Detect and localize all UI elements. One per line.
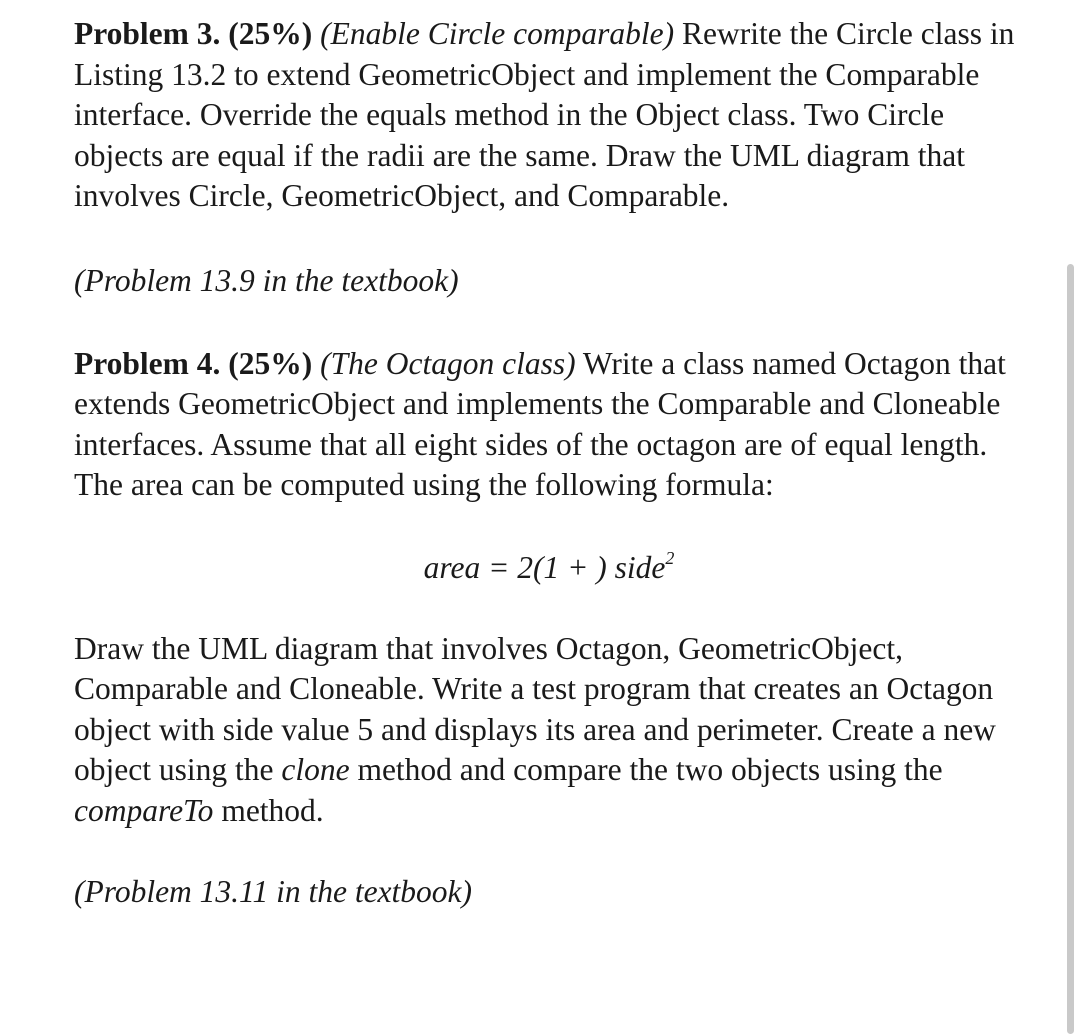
problem-4-instructions-end: method.	[221, 792, 324, 828]
problem-4-instructions	[74, 629, 1034, 832]
problem-4-instructions-middle: method and compare the two objects using the	[357, 752, 943, 788]
problem-4-topic: (The Octagon class)	[320, 345, 576, 381]
problem-4-instructions-text: Draw the UML diagram that involves Octagon, GeometricObject, Comparable and Cloneable. Write a test program that creates an Octagon object with side value 5 and displays its area and perimeter. Create a new object using the	[74, 630, 996, 788]
problem-4-reference-text: (Problem 13.11 in the textbook)	[74, 873, 473, 909]
problem-4-paragraph	[74, 344, 1034, 506]
problem-3-heading: Problem 3. (25%)	[74, 16, 313, 51]
clone-method-name: clone	[281, 752, 350, 788]
compareto-method-name: compareTo	[74, 792, 214, 828]
problem-4-reference	[74, 872, 1034, 913]
vertical-scrollbar[interactable]	[1067, 264, 1074, 1034]
formula-rhs: 2(1 + ) side	[517, 549, 666, 585]
area-formula	[74, 548, 934, 589]
problem-3-reference	[74, 261, 1034, 302]
problem-3-topic: (Enable Circle comparable)	[320, 16, 675, 51]
problem-3-paragraph	[74, 14, 1034, 217]
problem-3-reference-text: (Problem 13.9 in the textbook)	[74, 262, 459, 298]
document-page	[74, 14, 1034, 912]
problem-4-text: Write a class named Octagon that extends GeometricObject and implements the Comparable and Cloneable interfaces. Assume that all eight sides of the octagon are of equal length. The area can be computed using the following formula:	[74, 345, 1006, 503]
problem-3-text: Rewrite the Circle class in Listing 13.2 to extend GeometricObject and implement the Comparable interface. Override the equals method in the Object class. Two Circle objects are equal if the radii are the same. Draw the UML diagram that involves Circle, GeometricObject, and Comparable.	[74, 16, 1015, 214]
formula-exponent: 2	[665, 547, 675, 568]
formula-equals: =	[488, 549, 510, 585]
problem-4-heading: Problem 4. (25%)	[74, 345, 313, 381]
formula-lhs: area	[423, 549, 481, 585]
